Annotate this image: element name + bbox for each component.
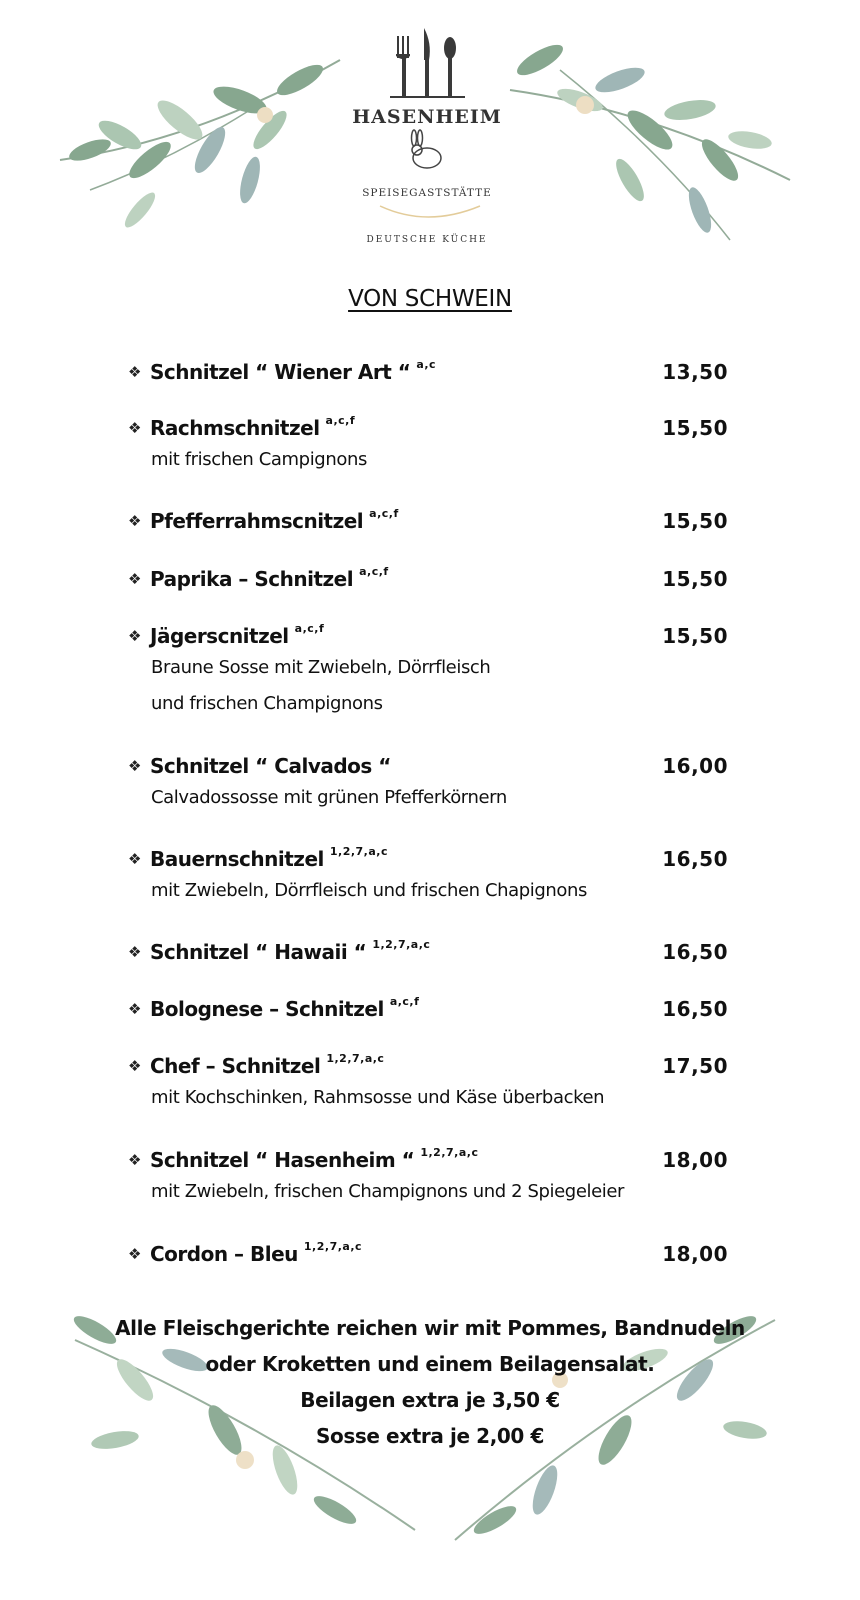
menu-item-allergens: a,c,f <box>369 507 399 520</box>
menu-item <box>128 622 728 722</box>
menu-item-allergens: 1,2,7,a,c <box>420 1146 479 1159</box>
diamond-bullet-icon: ❖ <box>128 627 142 645</box>
menu-item-name: Schnitzel “ Calvados “ <box>150 754 391 778</box>
menu-item-allergens: 1,2,7,a,c <box>372 938 431 951</box>
leaf-garland-top-left <box>50 40 350 270</box>
logo-name: HASENHEIM <box>352 106 502 128</box>
fork-knife-spoon-icon <box>390 28 465 98</box>
diamond-bullet-icon: ❖ <box>128 570 142 588</box>
leaf-garland-top-right <box>500 30 800 260</box>
menu-item-allergens: 1,2,7,a,c <box>329 845 388 858</box>
menu-item-description: mit frischen Campignons <box>151 449 367 470</box>
diamond-bullet-icon: ❖ <box>128 943 142 961</box>
rabbit-icon <box>412 130 442 168</box>
menu-item-allergens: 1,2,7,a,c <box>326 1052 385 1065</box>
menu-footer-note <box>0 1310 860 1454</box>
diamond-bullet-icon: ❖ <box>128 363 142 381</box>
footer-line-3: Beilagen extra je 3,50 € <box>300 1388 560 1412</box>
menu-item-name: Cordon – Bleu <box>150 1242 298 1266</box>
menu-item-header <box>128 507 728 535</box>
logo-subtitle: SPEISEGASTSTÄTTE <box>362 187 492 199</box>
menu-item-price: 17,50 <box>662 1054 728 1078</box>
menu-item-price: 16,50 <box>662 997 728 1021</box>
menu-item-name: Pfefferrahmscnitzel <box>150 509 364 533</box>
diamond-bullet-icon: ❖ <box>128 1000 142 1018</box>
menu-item-header <box>128 1052 728 1080</box>
menu-item <box>128 414 728 478</box>
menu-item-header <box>128 1240 728 1268</box>
menu-item-header <box>128 565 728 593</box>
menu-item-price: 13,50 <box>662 360 728 384</box>
menu-item-allergens: 1,2,7,a,c <box>303 1240 363 1253</box>
menu-item-price: 15,50 <box>662 509 728 533</box>
menu-item-price: 15,50 <box>662 416 728 440</box>
menu-item-header <box>128 358 728 386</box>
diamond-bullet-icon: ❖ <box>128 512 142 530</box>
menu-item-price: 16,50 <box>662 940 728 964</box>
diamond-bullet-icon: ❖ <box>128 1057 142 1075</box>
menu-item-price: 18,00 <box>662 1148 728 1172</box>
menu-item <box>128 1052 728 1116</box>
menu-item-allergens: a,c,f <box>294 622 325 635</box>
footer-line-1: Alle Fleischgerichte reichen wir mit Pommes, Bandnudeln <box>115 1316 745 1340</box>
menu-item-name: Schnitzel “ Wiener Art “ <box>150 360 411 384</box>
menu-item-price: 16,50 <box>662 847 728 871</box>
menu-item-description: mit Zwiebeln, frischen Champignons und 2 Spiegeleier <box>151 1181 625 1202</box>
menu-item-header <box>128 752 728 780</box>
menu-item-header <box>128 995 728 1023</box>
menu-item-header <box>128 845 728 873</box>
menu-item-name: Schnitzel “ Hasenheim “ <box>150 1148 415 1172</box>
menu-item <box>128 995 728 1023</box>
menu-item <box>128 565 728 593</box>
restaurant-logo <box>330 18 525 258</box>
menu-item-name: Jägerscnitzel <box>150 624 289 648</box>
menu-item-header <box>128 938 728 966</box>
menu-item-allergens: a,c,f <box>325 414 356 427</box>
menu-item-name: Bauernschnitzel <box>150 847 324 871</box>
diamond-bullet-icon: ❖ <box>128 1151 142 1169</box>
menu-item-price: 16,00 <box>662 754 728 778</box>
footer-line-2: oder Kroketten und einem Beilagensalat. <box>205 1352 655 1376</box>
diamond-bullet-icon: ❖ <box>128 757 142 775</box>
logo-tagline: DEUTSCHE KÜCHE <box>366 235 488 245</box>
menu-item-description: und frischen Champignons <box>151 693 383 714</box>
menu-item-price: 18,00 <box>662 1242 728 1266</box>
menu-item-allergens: a,c <box>416 358 437 371</box>
menu-item-allergens: a,c,f <box>389 995 420 1008</box>
menu-item-name: Bolognese – Schnitzel <box>150 997 384 1021</box>
menu-item <box>128 845 728 909</box>
menu-item <box>128 1146 728 1210</box>
menu-item-description: Calvadossosse mit grünen Pfefferkörnern <box>151 787 507 808</box>
menu-item <box>128 938 728 966</box>
diamond-bullet-icon: ❖ <box>128 419 142 437</box>
menu-item-name: Paprika – Schnitzel <box>150 567 354 591</box>
menu-item-header <box>128 414 728 442</box>
menu-item-header <box>128 1146 728 1174</box>
menu-item <box>128 752 728 816</box>
menu-item-name: Schnitzel “ Hawaii “ <box>150 940 367 964</box>
menu-item-name: Rachmschnitzel <box>150 416 320 440</box>
menu-item-allergens: a,c,f <box>359 565 389 578</box>
section-title: VON SCHWEIN <box>348 286 512 312</box>
menu-item <box>128 507 728 535</box>
menu-item-price: 15,50 <box>662 567 728 591</box>
menu-item <box>128 1240 728 1268</box>
diamond-bullet-icon: ❖ <box>128 1245 142 1263</box>
diamond-bullet-icon: ❖ <box>128 850 142 868</box>
menu-item-header <box>128 622 728 650</box>
menu-item-description: mit Zwiebeln, Dörrfleisch und frischen Chapignons <box>151 880 588 901</box>
menu-item-price: 15,50 <box>662 624 728 648</box>
menu-item <box>128 358 728 386</box>
menu-item-description: mit Kochschinken, Rahmsosse und Käse überbacken <box>151 1087 605 1108</box>
menu-item-name: Chef – Schnitzel <box>150 1054 321 1078</box>
menu-item-description: Braune Sosse mit Zwiebeln, Dörrfleisch <box>151 657 491 678</box>
footer-line-4: Sosse extra je 2,00 € <box>315 1424 545 1448</box>
